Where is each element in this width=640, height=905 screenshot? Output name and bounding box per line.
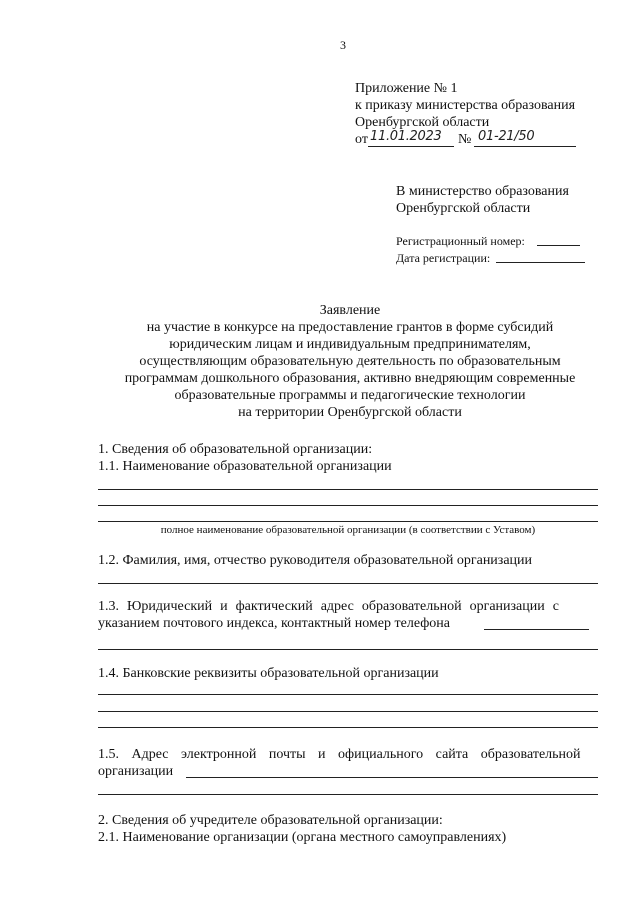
org-name-field-line-2[interactable] bbox=[98, 505, 598, 506]
bank-details-field-line-1[interactable] bbox=[98, 694, 598, 695]
statement-title-line-1: на участие в конкурсе на предоставление грантов в форме субсидий bbox=[146, 320, 554, 335]
statement-title-line-6: на территории Оренбургской области bbox=[238, 405, 462, 420]
section-1-heading: 1. Сведения об образовательной организации: bbox=[98, 442, 373, 457]
appendix-number-handwritten: 01-21/50 bbox=[478, 129, 535, 144]
addressee-line-1: В министерство образования bbox=[396, 184, 569, 199]
addressee-line-2: Оренбургской области bbox=[396, 201, 531, 216]
appendix-number-sign: № bbox=[458, 132, 472, 147]
section-1-3-label-line-1: 1.3. Юридический и фактический адрес образовательной организации с bbox=[98, 599, 559, 614]
reg-date-field[interactable] bbox=[496, 262, 585, 263]
section-2-1-label: 2.1. Наименование организации (органа местного самоуправлениях) bbox=[98, 830, 507, 845]
appendix-title: Приложение № 1 bbox=[355, 81, 458, 96]
bank-details-field-line-3[interactable] bbox=[98, 727, 598, 728]
org-name-field-line-1[interactable] bbox=[98, 489, 598, 490]
org-name-field-line-3[interactable] bbox=[98, 521, 598, 522]
reg-number-label: Регистрационный номер: bbox=[396, 234, 525, 248]
section-1-3-line-1-wrap bbox=[98, 598, 598, 615]
section-2-heading: 2. Сведения об учредителе образовательной организации: bbox=[98, 813, 443, 828]
director-name-field[interactable] bbox=[98, 583, 598, 584]
section-1-5-label-line-2: организации bbox=[98, 764, 174, 779]
section-1-1-label: 1.1. Наименование образовательной организации bbox=[98, 459, 392, 474]
section-1-3-label-line-2: указанием почтового индекса, контактный номер телефона bbox=[98, 616, 450, 631]
appendix-from-label: от bbox=[355, 132, 368, 147]
appendix-region-line: Оренбургской области bbox=[355, 115, 490, 130]
statement-title-line-2: юридическим лицам и индивидуальным предпринимателям, bbox=[169, 337, 531, 352]
appendix-date-handwritten: 11.01.2023 bbox=[370, 129, 442, 144]
section-1-4-label: 1.4. Банковские реквизиты образовательной организации bbox=[98, 666, 439, 681]
address-field[interactable] bbox=[98, 649, 598, 650]
email-website-field-line-2[interactable] bbox=[98, 794, 598, 795]
reg-date-label: Дата регистрации: bbox=[396, 251, 491, 265]
statement-title-line-5: образовательные программы и педагогические технологии bbox=[174, 388, 526, 403]
appendix-order-line: к приказу министерства образования bbox=[355, 98, 576, 113]
org-name-hint: полное наименование образовательной организации (в соответствии с Уставом) bbox=[160, 524, 536, 536]
email-website-field-line-1[interactable] bbox=[186, 777, 598, 778]
statement-title-line-3: осуществляющим образовательную деятельность по образовательным bbox=[139, 354, 561, 369]
page-number: 3 bbox=[340, 38, 346, 52]
statement-heading: Заявление bbox=[319, 303, 381, 318]
phone-field[interactable] bbox=[484, 629, 589, 630]
section-1-2-label: 1.2. Фамилия, имя, отчество руководителя образовательной организации bbox=[98, 553, 533, 568]
date-underline bbox=[368, 146, 454, 147]
bank-details-field-line-2[interactable] bbox=[98, 711, 598, 712]
number-underline bbox=[474, 146, 576, 147]
statement-title-line-4: программам дошкольного образования, активно внедряющим современные bbox=[124, 371, 576, 386]
section-1-5-label-line-1: 1.5. Адрес электронной почты и официального сайта образовательной bbox=[98, 747, 581, 762]
reg-number-field[interactable] bbox=[537, 245, 580, 246]
